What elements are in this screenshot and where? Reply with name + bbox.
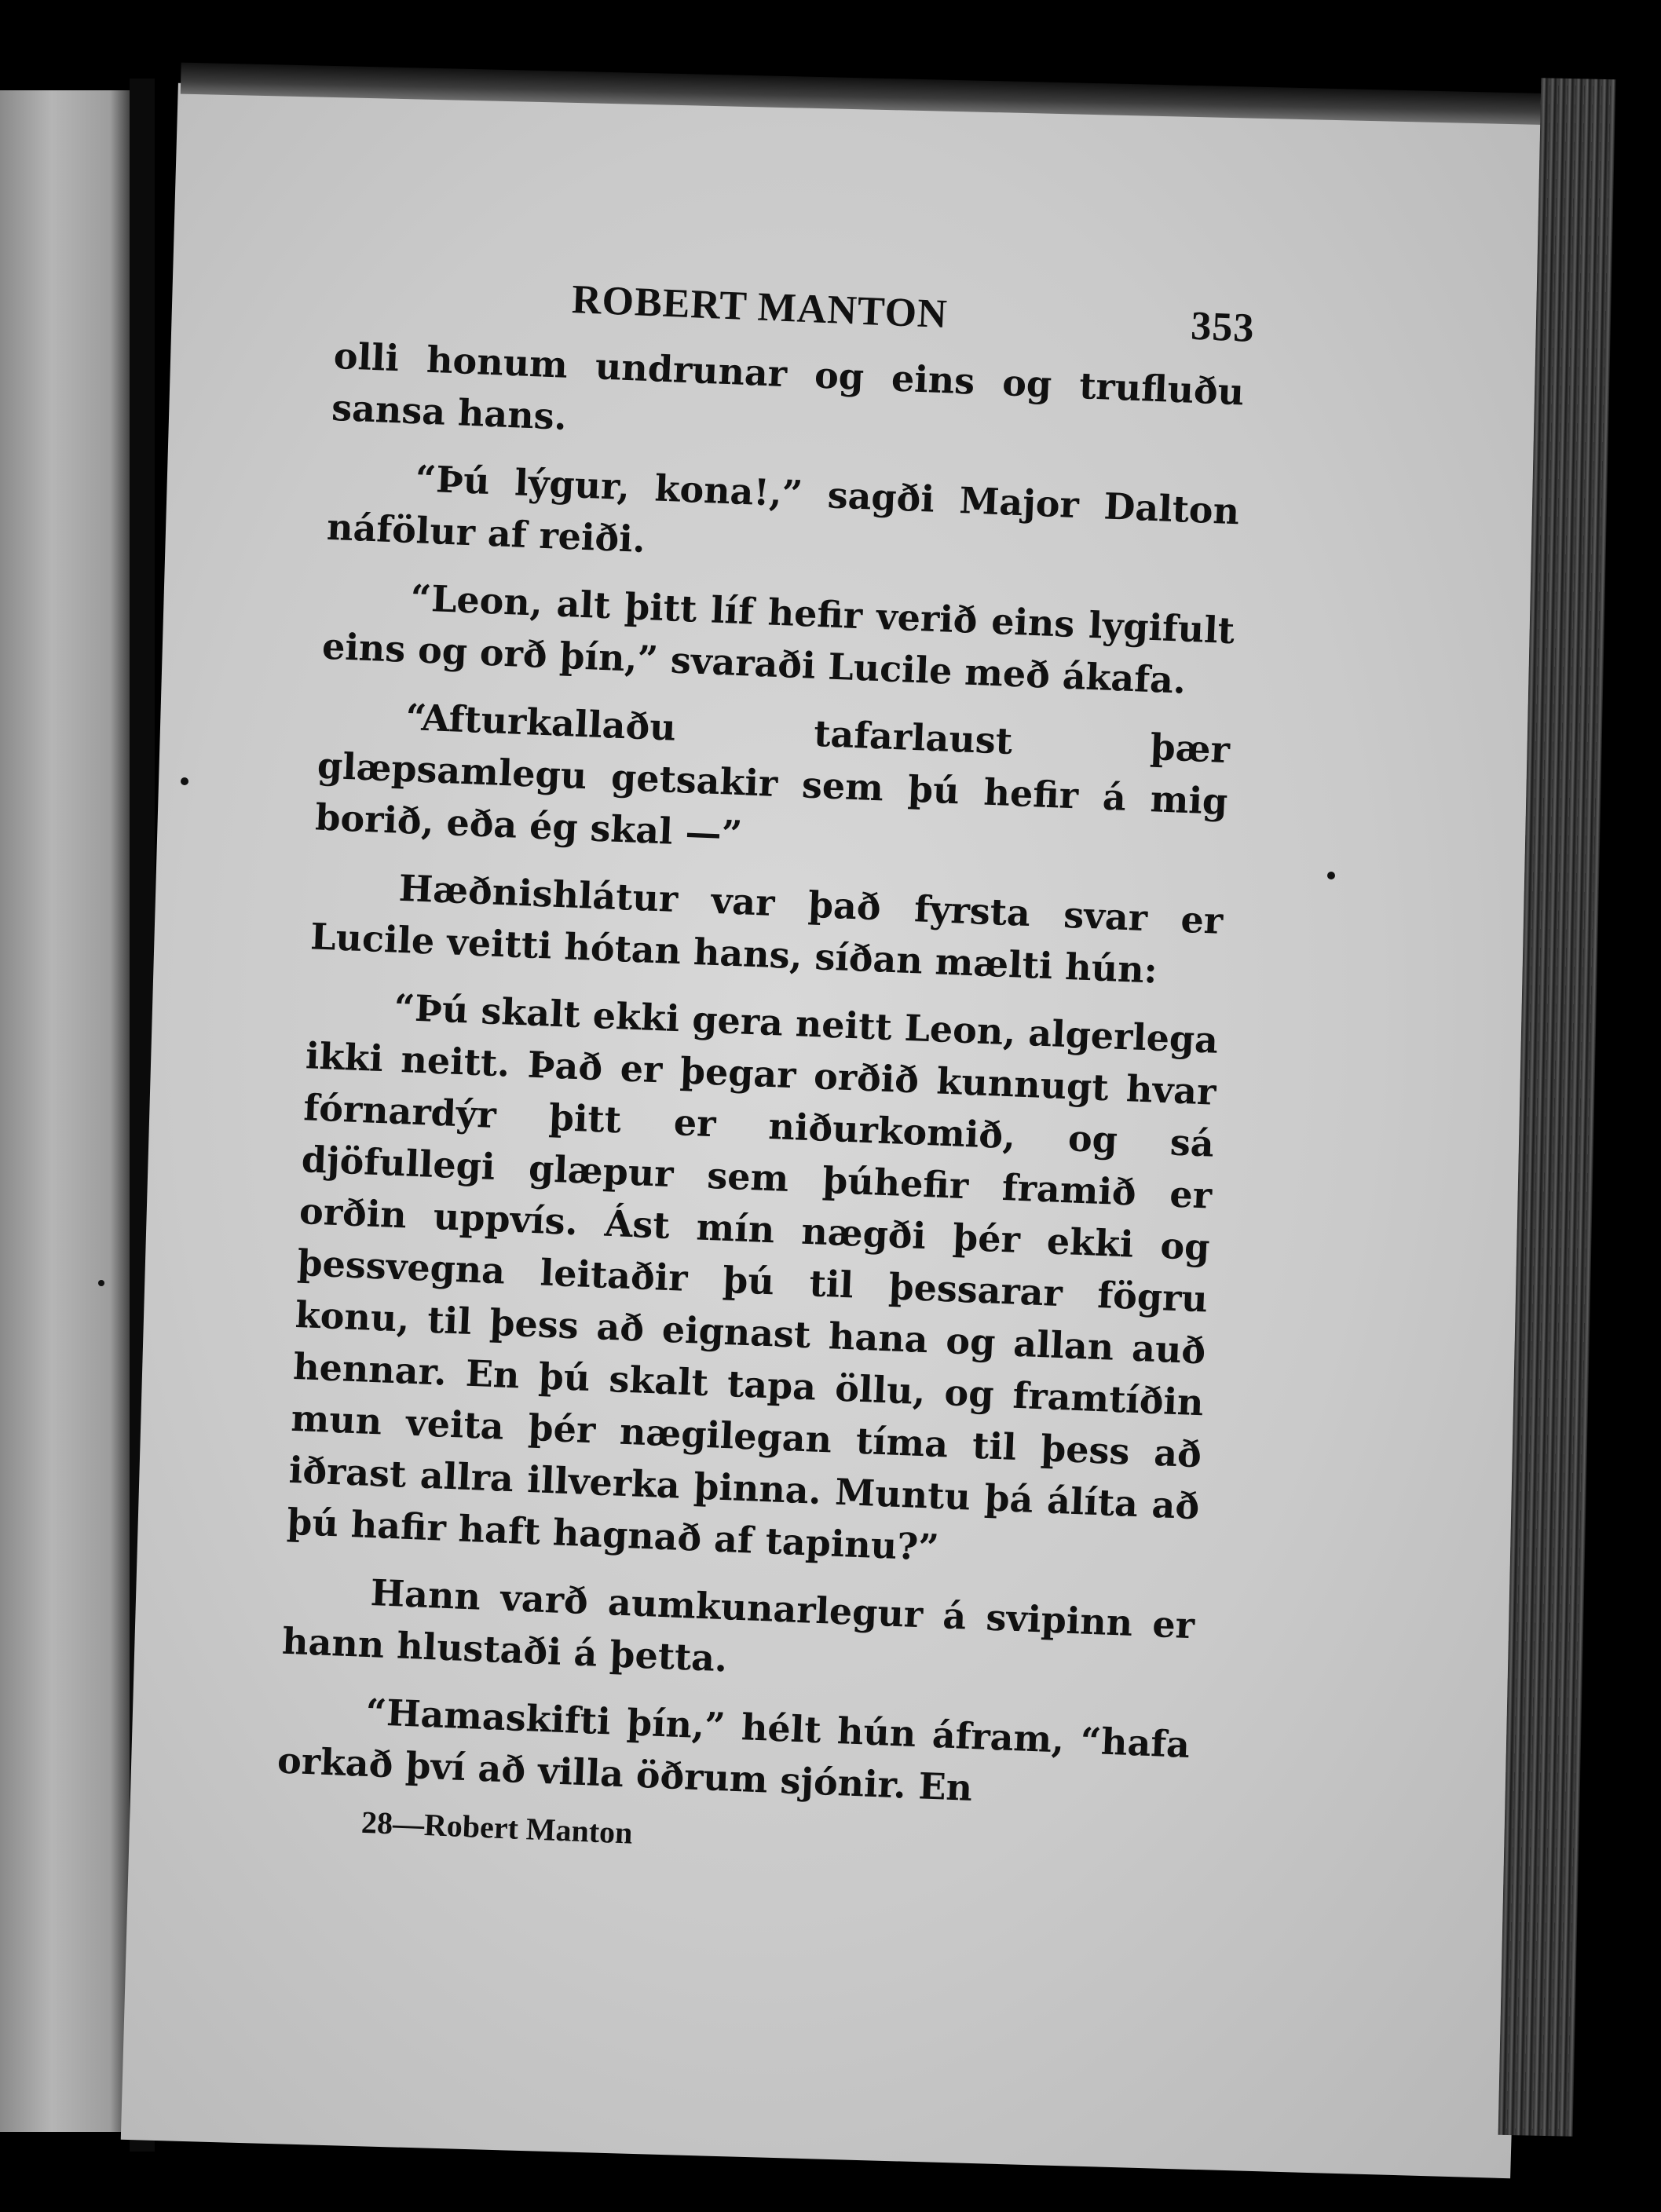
paragraph: Hæðnishlátur var það fyrsta svar er Lucile veitti hótan hans, síðan mælti hún:	[309, 866, 1224, 992]
paragraph: “Leon, alt þitt líf hefir verið eins lygifult eins og orð þín,” svaraði Lucile með ákafa.	[321, 576, 1236, 702]
paragraph: “Afturkallaðu tafarlaust þær glæpsamlegu getsakir sem þú hefir á mig borið, eða ég skal —”	[314, 695, 1231, 856]
page-text	[274, 259, 1256, 1874]
print-speck	[181, 777, 188, 785]
previous-page-edge	[0, 90, 130, 2132]
running-head-title: ROBERT MANTON	[571, 277, 949, 338]
print-speck	[1327, 872, 1335, 879]
signature-mark: 28—Robert Manton	[360, 1804, 634, 1851]
paragraph: “Hamaskifti þín,” hélt hún áfram, “hafa orkað því að villa öðrum sjónir. En	[276, 1690, 1191, 1809]
paragraph: “Þú skalt ekki gera neitt Leon, algerlega ikki neitt. Það er þegar orðið kunnugt hvar fórnardýr þitt er niðurkomið, og sá djöfullegi glæpur sem þúhefir framið er orðin uppvís. Ást mín nægði þér ekki og þessvegna leitaðir þú til þessarar fögru konu, til þess að eignast hana og allan auð hennar. En þú skalt tapa öllu, og framtíðin mun veita þér nægilegan tíma til þess að iðrast allra illverka þinna. Muntu þá álíta að þú hafir haft hagnað af tapinu?”	[286, 985, 1220, 1570]
print-speck	[98, 1280, 104, 1286]
page-number: 353	[1190, 303, 1256, 351]
paragraph: “Þú lýgur, kona!,” sagði Major Dalton náfölur af reiði.	[326, 457, 1241, 561]
paragraph: Hann varð aumkunarlegur á svipinn er hann hlustaði á þetta.	[281, 1571, 1196, 1680]
paragraph: olli honum undrunar og eins og trufluðu sansa hans.	[331, 334, 1246, 438]
